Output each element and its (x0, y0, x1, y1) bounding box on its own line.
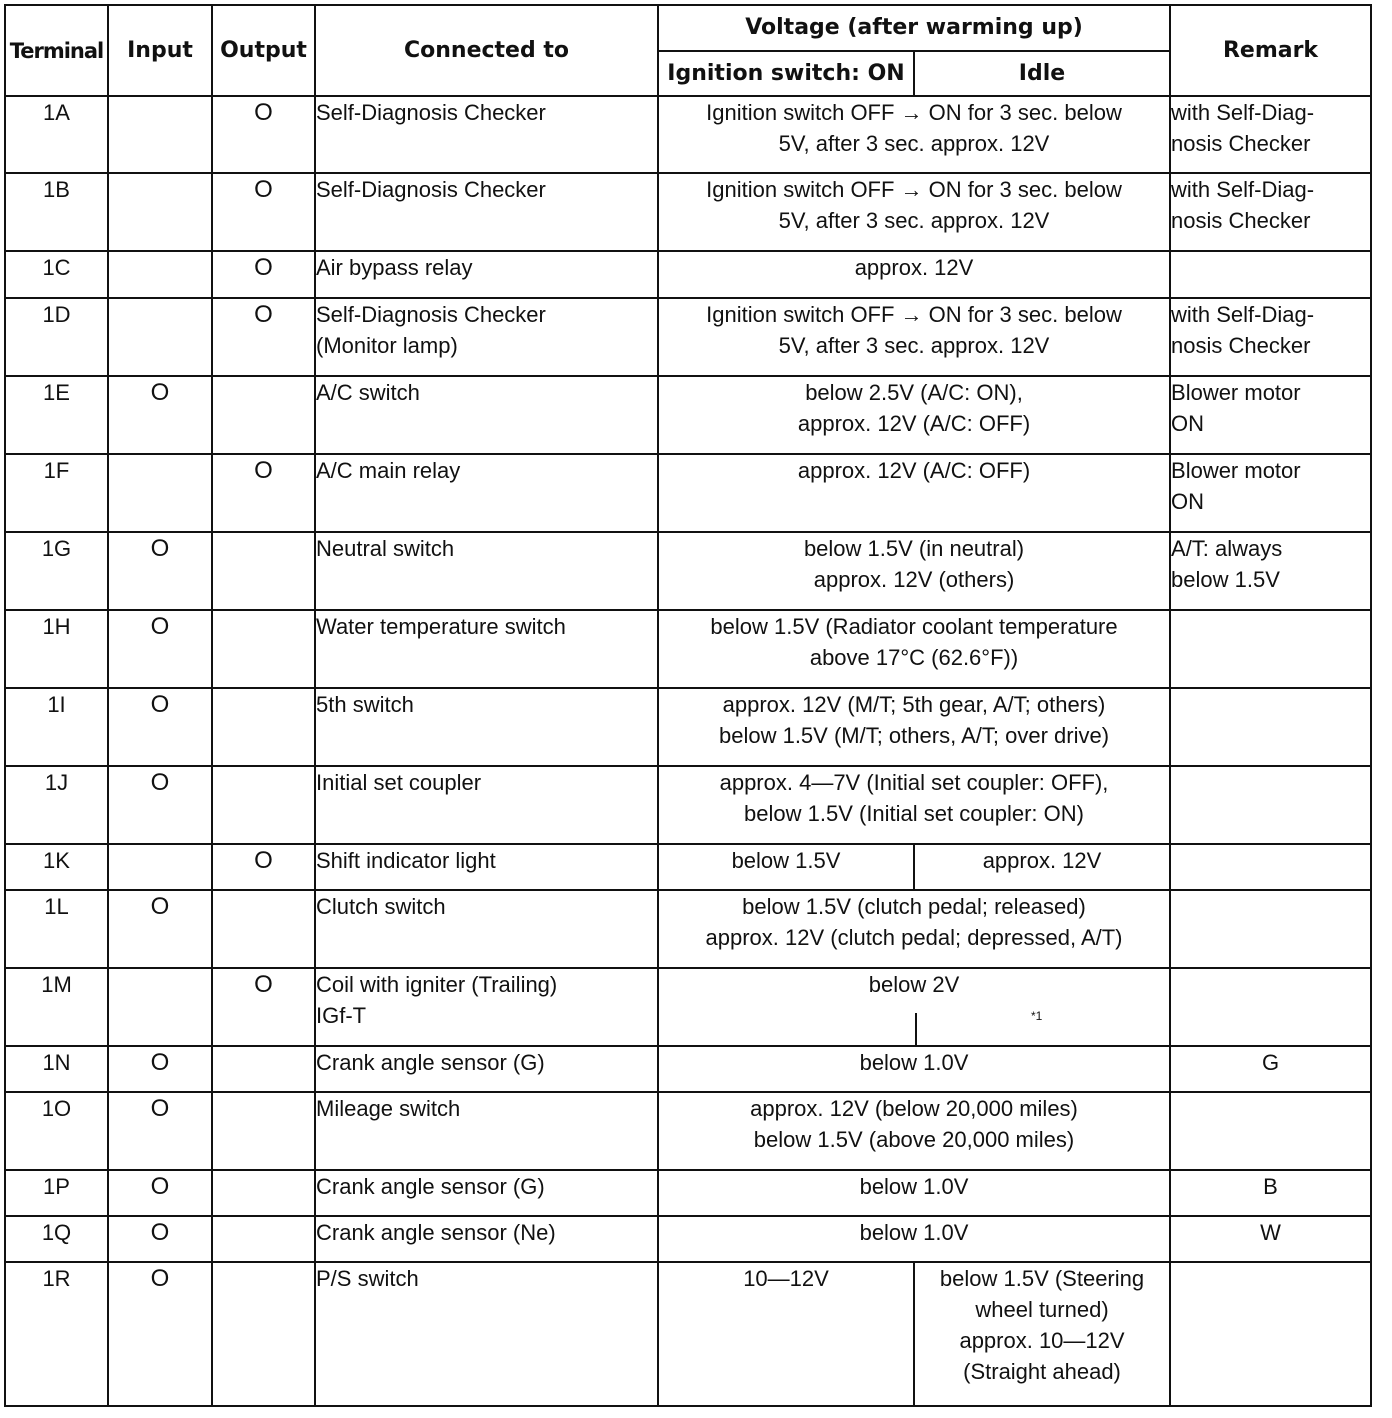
remark-cell (1170, 890, 1371, 968)
output-mark-cell (212, 454, 315, 532)
voltage-cell (658, 610, 1170, 688)
connected-text: A/C switch (316, 380, 420, 405)
table-row (5, 173, 1371, 251)
table-row (5, 1262, 1371, 1406)
remark-text: with Self-Diag- nosis Checker (1171, 177, 1315, 233)
input-mark-cell (108, 96, 212, 173)
connected-text: Air bypass relay (316, 255, 473, 280)
voltage-cell (658, 766, 1170, 844)
input-mark: O (150, 769, 170, 796)
input-mark-cell (108, 454, 212, 532)
remark-text: Blower motor ON (1171, 380, 1301, 436)
input-mark-cell (108, 1216, 212, 1262)
input-mark-cell (108, 766, 212, 844)
output-mark-cell (212, 298, 315, 376)
connected-cell (315, 688, 658, 766)
output-mark-cell (212, 688, 315, 766)
input-mark: O (150, 1173, 170, 1200)
table-row (5, 610, 1371, 688)
connected-cell (315, 454, 658, 532)
input-mark: O (150, 535, 170, 562)
output-mark-cell (212, 1262, 315, 1406)
output-mark-cell (212, 890, 315, 968)
terminal-cell: 1O (5, 1092, 108, 1170)
voltage-cell (658, 1170, 1170, 1216)
voltage-cell (658, 1046, 1170, 1092)
voltage-cell (658, 1092, 1170, 1170)
input-mark-cell (108, 890, 212, 968)
connected-cell (315, 173, 658, 251)
remark-cell (1170, 96, 1371, 173)
terminal-cell: 1R (5, 1262, 108, 1406)
table-row (5, 844, 1371, 890)
table-row (5, 688, 1371, 766)
connected-text: P/S switch (316, 1266, 419, 1291)
remark-cell (1170, 532, 1371, 610)
voltage-text: below 2V (868, 972, 960, 997)
input-mark: O (150, 1219, 170, 1246)
connected-cell (315, 1170, 658, 1216)
header-terminal: Terminal (5, 5, 108, 96)
input-mark-cell (108, 1046, 212, 1092)
table-row (5, 251, 1371, 298)
voltage-text: below 1.0V (859, 1050, 969, 1075)
header-input: Input (108, 5, 212, 96)
output-mark-cell (212, 968, 315, 1046)
connected-text: Crank angle sensor (G) (316, 1174, 545, 1199)
voltage-text: below 1.5V (in neutral) approx. 12V (others) (803, 536, 1025, 592)
voltage-text: approx. 12V (M/T; 5th gear, A/T; others) below 1.5V (M/T; others, A/T; over drive) (718, 692, 1110, 748)
output-mark: O (254, 301, 273, 328)
voltage-text: approx. 12V (A/C: OFF) (797, 458, 1031, 483)
table-row (5, 298, 1371, 376)
table-row (5, 1092, 1371, 1170)
voltage-ign-on-text: 10—12V (743, 1266, 829, 1291)
input-mark: O (150, 691, 170, 718)
table-row (5, 1170, 1371, 1216)
terminal-cell: 1K (5, 844, 108, 890)
voltage-text: below 2.5V (A/C: ON), approx. 12V (A/C: OFF) (797, 380, 1031, 436)
input-mark-cell (108, 844, 212, 890)
table-row (5, 1216, 1371, 1262)
connected-text: Self-Diagnosis Checker (Monitor lamp) (316, 302, 546, 358)
voltage-idle-cell (914, 1262, 1170, 1406)
remark-cell (1170, 298, 1371, 376)
terminal-cell: 1M (5, 968, 108, 1046)
voltage-ign-on-cell (658, 1262, 914, 1406)
terminal-cell: 1A (5, 96, 108, 173)
voltage-cell (658, 454, 1170, 532)
terminal-cell: 1G (5, 532, 108, 610)
voltage-cell (658, 96, 1170, 173)
header-connected-to: Connected to (315, 5, 658, 96)
remark-cell (1170, 1046, 1371, 1092)
connected-text: Shift indicator light (316, 848, 496, 873)
terminal-cell: 1L (5, 890, 108, 968)
input-mark: O (150, 893, 170, 920)
voltage-text: below 1.0V (859, 1220, 969, 1245)
voltage-cell (658, 1216, 1170, 1262)
header-remark: Remark (1170, 5, 1371, 96)
terminal-cell: 1D (5, 298, 108, 376)
connected-text: Crank angle sensor (G) (316, 1050, 545, 1075)
remark-text: B (1263, 1174, 1278, 1199)
voltage-text: below 1.5V (Radiator coolant temperature above 17°C (62.6°F)) (710, 614, 1118, 670)
terminal-cell: 1P (5, 1170, 108, 1216)
remark-cell (1170, 173, 1371, 251)
connected-cell (315, 532, 658, 610)
terminal-cell: 1I (5, 688, 108, 766)
remark-text: with Self-Diag- nosis Checker (1171, 100, 1315, 156)
header-idle: Idle (914, 51, 1170, 96)
table-row (5, 766, 1371, 844)
terminal-cell: 1H (5, 610, 108, 688)
terminal-cell: 1E (5, 376, 108, 454)
remark-cell (1170, 766, 1371, 844)
connected-cell (315, 1216, 658, 1262)
voltage-text: approx. 12V (854, 255, 974, 280)
input-mark: O (150, 1049, 170, 1076)
table-row (5, 890, 1371, 968)
remark-cell (1170, 454, 1371, 532)
output-mark-cell (212, 1216, 315, 1262)
input-mark-cell (108, 173, 212, 251)
voltage-text: approx. 4—7V (Initial set coupler: OFF), below 1.5V (Initial set coupler: ON) (719, 770, 1109, 826)
remark-text: A/T: always below 1.5V (1171, 536, 1283, 592)
output-mark: O (254, 457, 273, 484)
connected-cell (315, 766, 658, 844)
connected-cell (315, 610, 658, 688)
connected-cell (315, 1046, 658, 1092)
remark-text: Blower motor ON (1171, 458, 1301, 514)
connected-cell (315, 251, 658, 298)
voltage-cell (658, 376, 1170, 454)
connected-text: Neutral switch (316, 536, 455, 561)
table-row (5, 532, 1371, 610)
connected-cell (315, 298, 658, 376)
table-row (5, 1046, 1371, 1092)
table-row (5, 96, 1371, 173)
voltage-text: Ignition switch OFF → ON for 3 sec. below 5V, after 3 sec. approx. 12V (706, 177, 1122, 233)
remark-cell (1170, 376, 1371, 454)
voltage-cell (658, 688, 1170, 766)
input-mark-cell (108, 610, 212, 688)
voltage-text: approx. 12V (below 20,000 miles) below 1.5V (above 20,000 miles) (750, 1096, 1078, 1152)
voltage-idle-text: approx. 12V (982, 848, 1102, 873)
connected-text: Self-Diagnosis Checker (316, 177, 546, 202)
terminal-cell: 1Q (5, 1216, 108, 1262)
header-output: Output (212, 5, 315, 96)
remark-text: with Self-Diag- nosis Checker (1171, 302, 1315, 358)
remark-cell (1170, 1216, 1371, 1262)
voltage-cell (658, 173, 1170, 251)
input-mark-cell (108, 251, 212, 298)
connected-cell (315, 890, 658, 968)
connected-text: Water temperature switch (316, 614, 566, 639)
input-mark: O (150, 379, 170, 406)
connected-cell (315, 1092, 658, 1170)
input-mark-cell (108, 532, 212, 610)
table-row (5, 968, 1371, 1046)
output-mark-cell (212, 1046, 315, 1092)
connected-text: Crank angle sensor (Ne) (316, 1220, 556, 1245)
terminal-cell: 1F (5, 454, 108, 532)
output-mark-cell (212, 251, 315, 298)
output-mark-cell (212, 610, 315, 688)
input-mark-cell (108, 298, 212, 376)
terminal-cell: 1N (5, 1046, 108, 1092)
terminal-cell: 1B (5, 173, 108, 251)
remark-cell (1170, 610, 1371, 688)
output-mark: O (254, 176, 273, 203)
output-mark-cell (212, 766, 315, 844)
header-voltage: Voltage (after warming up) (658, 5, 1170, 51)
remark-text: W (1260, 1220, 1281, 1245)
voltage-cell (658, 251, 1170, 298)
voltage-text: below 1.0V (859, 1174, 969, 1199)
voltage-idle-cell (914, 844, 1170, 890)
output-mark-cell (212, 532, 315, 610)
terminal-cell: 1C (5, 251, 108, 298)
connected-text: 5th switch (316, 692, 414, 717)
input-mark-cell (108, 968, 212, 1046)
connected-cell (315, 844, 658, 890)
voltage-text: Ignition switch OFF → ON for 3 sec. below 5V, after 3 sec. approx. 12V (706, 100, 1122, 156)
terminal-voltage-table (4, 4, 1372, 1407)
voltage-ign-on-text: below 1.5V (731, 848, 841, 873)
table-row (5, 454, 1371, 532)
remark-cell (1170, 688, 1371, 766)
output-mark-cell (212, 1092, 315, 1170)
voltage-idle-text: below 1.5V (Steering wheel turned) approx. 10—12V (Straight ahead) (939, 1266, 1145, 1384)
remark-cell (1170, 844, 1371, 890)
connected-text: Initial set coupler (316, 770, 482, 795)
output-mark-cell (212, 1170, 315, 1216)
output-mark: O (254, 254, 273, 281)
input-mark-cell (108, 1170, 212, 1216)
remark-cell (1170, 1170, 1371, 1216)
remark-text: G (1261, 1050, 1280, 1075)
voltage-cell (658, 532, 1170, 610)
output-mark-cell (212, 173, 315, 251)
output-mark-cell (212, 376, 315, 454)
connected-text: Coil with igniter (Trailing) IGf-T (316, 972, 558, 1028)
connected-cell (315, 968, 658, 1046)
terminal-cell: 1J (5, 766, 108, 844)
input-mark-cell (108, 1092, 212, 1170)
input-mark: O (150, 1095, 170, 1122)
connected-text: A/C main relay (316, 458, 461, 483)
connected-text: Mileage switch (316, 1096, 461, 1121)
connected-cell (315, 1262, 658, 1406)
connected-text: Self-Diagnosis Checker (316, 100, 546, 125)
output-mark-cell (212, 844, 315, 890)
output-mark: O (254, 971, 273, 998)
connected-cell (315, 96, 658, 173)
connected-cell (315, 376, 658, 454)
output-mark-cell (212, 96, 315, 173)
voltage-cell (658, 890, 1170, 968)
voltage-text: Ignition switch OFF → ON for 3 sec. below 5V, after 3 sec. approx. 12V (706, 302, 1122, 358)
footnote-marker: *1 (1031, 1009, 1043, 1023)
remark-cell (1170, 1092, 1371, 1170)
input-mark-cell (108, 376, 212, 454)
remark-cell (1170, 251, 1371, 298)
input-mark-cell (108, 1262, 212, 1406)
voltage-split-divider (915, 1013, 917, 1045)
voltage-ign-on-cell (658, 844, 914, 890)
remark-cell (1170, 968, 1371, 1046)
remark-cell (1170, 1262, 1371, 1406)
header-ignition-on: Ignition switch: ON (658, 51, 914, 96)
input-mark: O (150, 613, 170, 640)
table-row (5, 376, 1371, 454)
voltage-text: below 1.5V (clutch pedal; released) approx. 12V (clutch pedal; depressed, A/T) (705, 894, 1123, 950)
input-mark-cell (108, 688, 212, 766)
output-mark: O (254, 847, 273, 874)
output-mark: O (254, 99, 273, 126)
connected-text: Clutch switch (316, 894, 446, 919)
voltage-cell (658, 298, 1170, 376)
input-mark: O (150, 1265, 170, 1292)
voltage-cell (658, 968, 1170, 1046)
